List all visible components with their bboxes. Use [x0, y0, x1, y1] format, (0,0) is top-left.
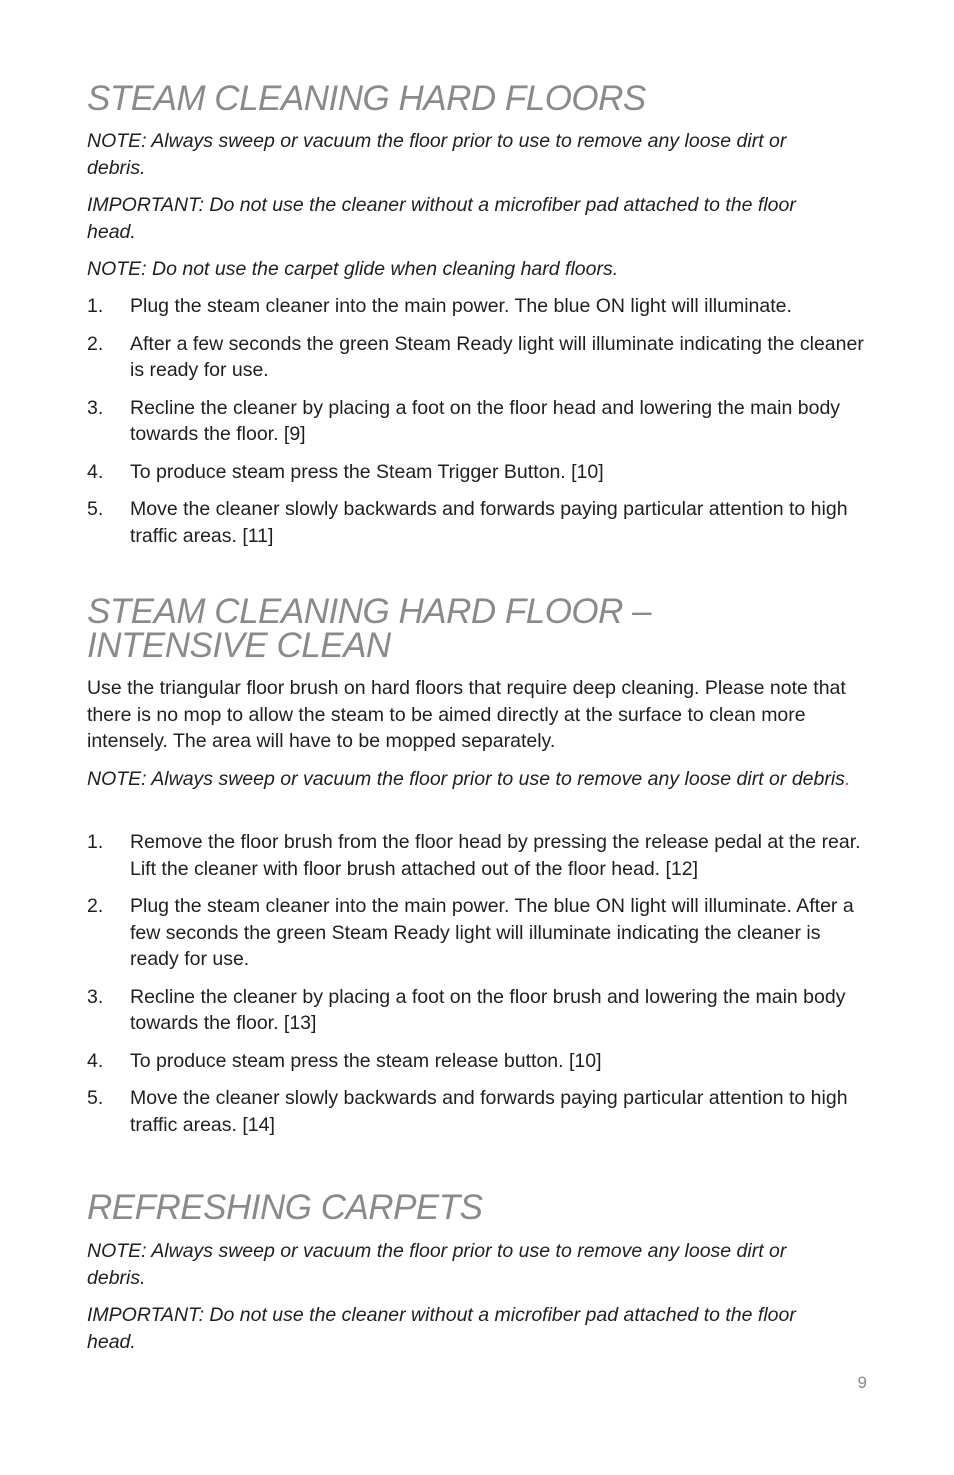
step-text: Recline the cleaner by placing a foot on the floor head and lowering the main body towards the floor. [9]	[130, 396, 841, 445]
step-number: 2.	[87, 332, 104, 355]
step-text: Move the cleaner slowly backwards and forwards paying particular attention to high traffic areas. [14]	[130, 1087, 848, 1136]
step-number: 2.	[87, 895, 104, 917]
list-item	[87, 459, 872, 486]
step-number: 1.	[87, 295, 104, 317]
note-text: NOTE: Always sweep or vacuum the floor prior to use to remove any loose dirt or debris	[87, 768, 845, 790]
list-item	[87, 829, 872, 882]
step-text: Plug the steam cleaner into the main power. The blue ON light will illuminate. After a few seconds the green Steam Ready light will illuminate indicating the cleaner is ready for use.	[130, 895, 854, 970]
section-heading: STEAM CLEANING HARD FLOOR – INTENSIVE CLEAN	[87, 592, 652, 665]
steps-list	[87, 293, 872, 560]
step-number: 3.	[87, 396, 104, 419]
note-sweep: NOTE: Always sweep or vacuum the floor prior to use to remove any loose dirt or debris.	[87, 130, 787, 179]
note-important-pad: IMPORTANT: Do not use the cleaner without a microfiber pad attached to the floor head.	[87, 1304, 796, 1353]
section-heading: STEAM CLEANING HARD FLOORS	[87, 79, 646, 118]
list-item	[87, 395, 872, 448]
list-item	[87, 496, 872, 549]
steps-list	[87, 829, 872, 1149]
step-number: 1.	[87, 831, 104, 853]
list-item	[87, 1048, 872, 1075]
list-item	[87, 984, 872, 1037]
step-number: 4.	[87, 460, 104, 483]
list-item	[87, 1085, 872, 1138]
section-heading: REFRESHING CARPETS	[87, 1188, 483, 1227]
step-text: Move the cleaner slowly backwards and forwards paying particular attention to high traffic areas. [11]	[130, 498, 848, 547]
step-text: Remove the floor brush from the floor head by pressing the release pedal at the rear. Lift the cleaner with floor brush attached out of the floor head. [12]	[130, 831, 861, 880]
step-number: 3.	[87, 985, 104, 1008]
list-item	[87, 293, 872, 320]
step-text: To produce steam press the Steam Trigger Button. [10]	[130, 460, 604, 483]
note-end-mark: .	[844, 768, 851, 790]
note-carpet-glide: NOTE: Do not use the carpet glide when cleaning hard floors.	[87, 258, 619, 280]
note-sweep: NOTE: Always sweep or vacuum the floor prior to use to remove any loose dirt or debris.	[87, 1240, 787, 1289]
page-number: 9	[857, 1373, 867, 1392]
step-number: 4.	[87, 1049, 104, 1072]
intro-paragraph: Use the triangular floor brush on hard floors that require deep cleaning. Please note that there is no mop to allow the steam to be aimed directly at the surface to clean more intensely. The area will have to be mopped separately.	[87, 677, 846, 752]
list-item	[87, 893, 872, 973]
step-number: 5.	[87, 1087, 104, 1109]
step-text: Recline the cleaner by placing a foot on the floor brush and lowering the main body towards the floor. [13]	[130, 985, 846, 1034]
step-text: To produce steam press the steam release button. [10]	[130, 1049, 602, 1072]
step-text: After a few seconds the green Steam Ready light will illuminate indicating the cleaner is ready for use.	[130, 332, 864, 381]
note-sweep	[87, 766, 872, 793]
list-item	[87, 331, 872, 384]
note-important-pad: IMPORTANT: Do not use the cleaner without a microfiber pad attached to the floor head.	[87, 194, 796, 243]
step-text: Plug the steam cleaner into the main power. The blue ON light will illuminate.	[130, 295, 792, 317]
step-number: 5.	[87, 498, 104, 520]
